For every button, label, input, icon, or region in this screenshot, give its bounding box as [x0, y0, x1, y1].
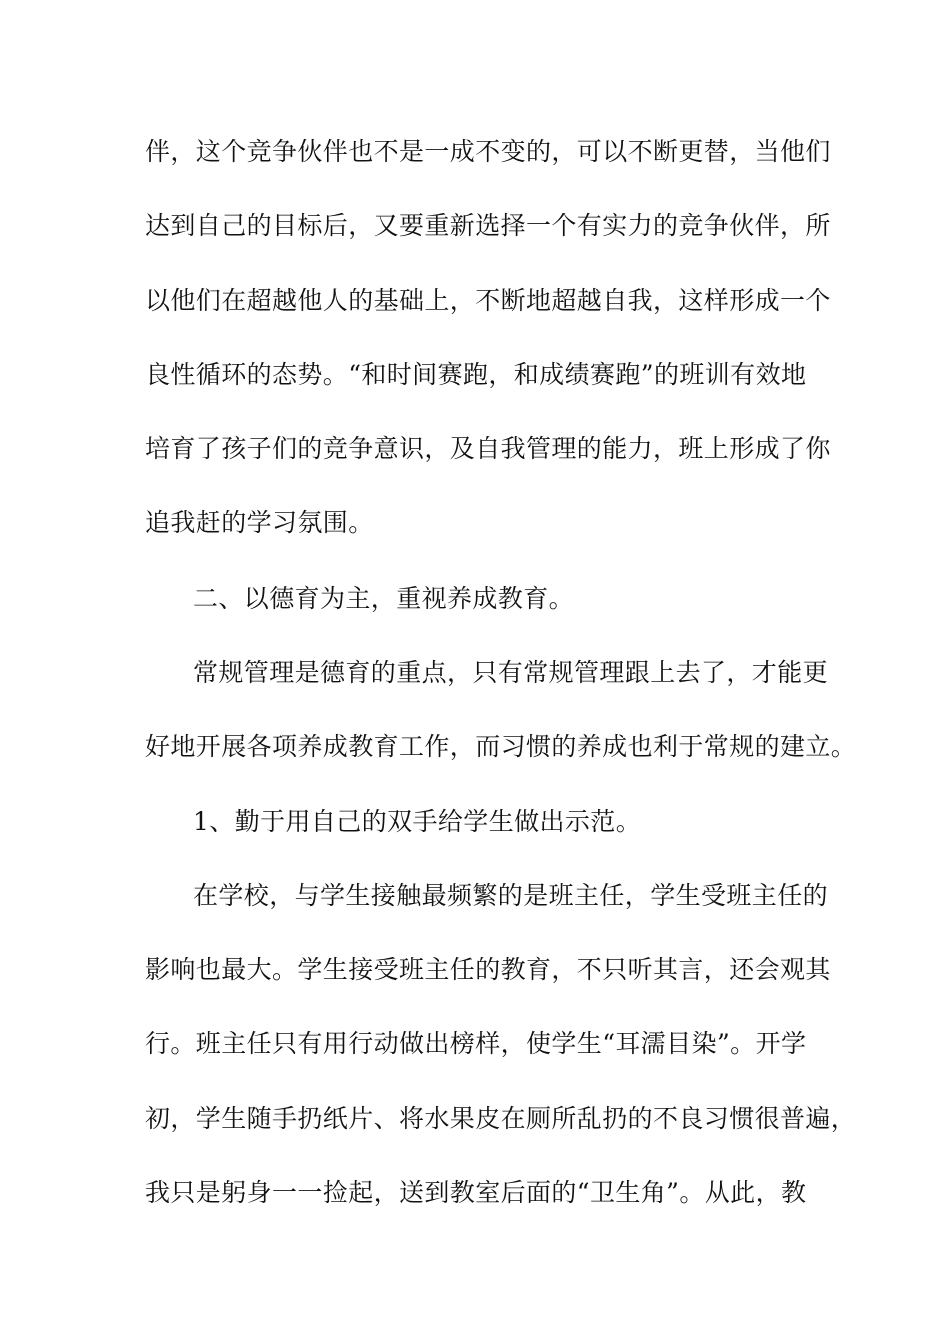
subsection-heading: 1、勤于用自己的双手给学生做出示范。 [193, 807, 642, 836]
paragraph-line: 初，学生随手扔纸片、将水果皮在厕所乱扔的不良习惯很普遍， [145, 1104, 857, 1133]
section-heading: 二、以德育为主，重视养成教育。 [193, 584, 575, 613]
paragraph-line: 以他们在超越他人的基础上，不断地超越自我，这样形成一个 [145, 286, 831, 315]
paragraph-line: 达到自己的目标后，又要重新选择一个有实力的竞争伙伴，所 [145, 211, 831, 240]
paragraph-line: 我只是躬身一一捡起，送到教室后面的“卫生角”。从此，教 [145, 1178, 807, 1207]
paragraph-line: 好地开展各项养成教育工作，而习惯的养成也利于常规的建立。 [145, 732, 857, 761]
paragraph-line: 行。班主任只有用行动做出榜样，使学生“耳濡目染”。开学 [145, 1029, 807, 1058]
paragraph-line: 良性循环的态势。“和时间赛跑，和成绩赛跑”的班训有效地 [145, 360, 807, 389]
paragraph-line: 伴，这个竞争伙伴也不是一成不变的，可以不断更替，当他们 [145, 137, 831, 166]
paragraph-line: 常规管理是德育的重点，只有常规管理跟上去了，才能更 [193, 658, 829, 687]
paragraph-line: 追我赶的学习氛围。 [145, 508, 374, 537]
paragraph-line: 培育了孩子们的竞争意识，及自我管理的能力，班上形成了你 [145, 434, 831, 463]
paragraph-line: 在学校，与学生接触最频繁的是班主任，学生受班主任的 [193, 881, 829, 910]
paragraph-line: 影响也最大。学生接受班主任的教育，不只听其言，还会观其 [145, 955, 831, 984]
